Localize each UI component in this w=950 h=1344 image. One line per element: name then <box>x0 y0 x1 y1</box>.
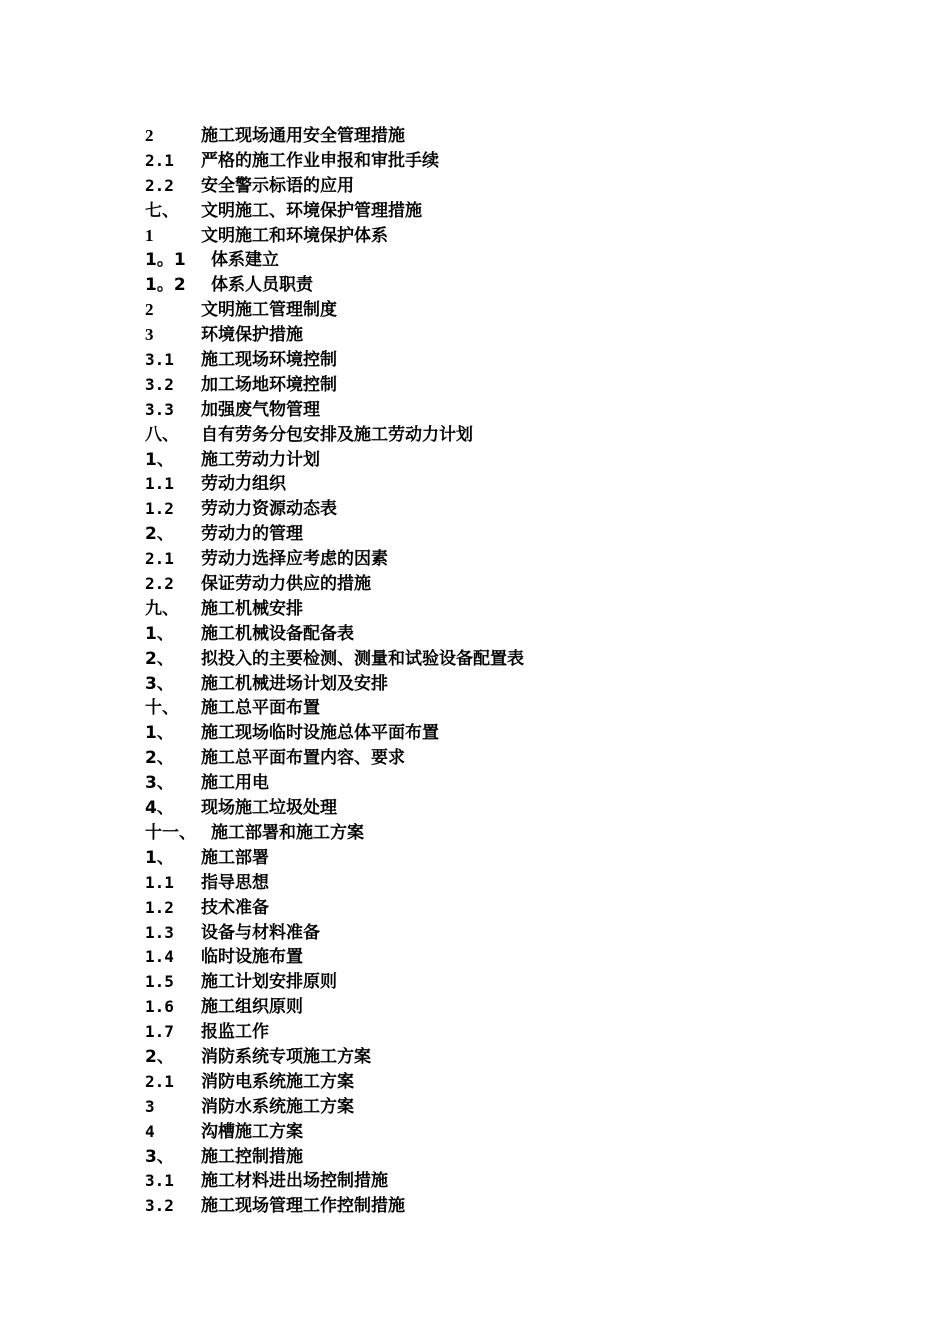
toc-entry <box>145 1194 845 1219</box>
toc-entry <box>145 721 845 746</box>
toc-entry <box>145 970 845 995</box>
toc-entry-title: 施工控制措施 <box>201 1146 303 1167</box>
toc-entry-title: 现场施工垃圾处理 <box>201 798 337 819</box>
toc-entry <box>145 348 845 373</box>
toc-entry-title: 劳动力组织 <box>201 474 286 495</box>
toc-entry <box>145 1070 845 1095</box>
toc-entry-number: 3 <box>145 325 154 345</box>
toc-entry-number: 2、 <box>145 748 174 769</box>
toc-entry-title: 沟槽施工方案 <box>201 1121 303 1142</box>
toc-entry-number: 1.5 <box>145 972 174 992</box>
toc-entry <box>145 149 845 174</box>
toc-entry-number: 1、 <box>145 449 174 470</box>
toc-entry-title: 环境保护措施 <box>201 325 303 346</box>
toc-entry-number: 1.1 <box>145 474 174 494</box>
toc-entry <box>145 622 845 647</box>
toc-entry-number: 1.3 <box>145 922 174 942</box>
toc-entry-number: 2、 <box>145 1046 174 1067</box>
toc-entry-number: 1、 <box>145 847 174 868</box>
toc-entry-title: 报监工作 <box>201 1022 269 1043</box>
toc-entry <box>145 572 845 597</box>
toc-entry-number: 八、 <box>145 424 179 445</box>
toc-entry-title: 严格的施工作业申报和审批手续 <box>201 150 439 171</box>
toc-entry <box>145 522 845 547</box>
toc-entry <box>145 945 845 970</box>
toc-entry-title: 安全警示标语的应用 <box>201 175 354 196</box>
toc-entry <box>145 696 845 721</box>
toc-entry-number: 1 <box>145 225 154 245</box>
toc-entry-number: 1、 <box>145 623 174 644</box>
toc-entry-number: 3、 <box>145 1146 174 1167</box>
toc-entry <box>145 273 845 298</box>
toc-entry-title: 自有劳务分包安排及施工劳动力计划 <box>201 424 473 445</box>
toc-entry <box>145 1169 845 1194</box>
toc-entry <box>145 298 845 323</box>
toc-entry-number: 4、 <box>145 798 174 819</box>
toc-entry-number: 3.1 <box>145 1171 174 1191</box>
toc-entry-number: 2.1 <box>145 150 174 170</box>
toc-entry-title: 劳动力选择应考虑的因素 <box>201 549 388 570</box>
toc-entry <box>145 1095 845 1120</box>
toc-entry-title: 施工用电 <box>201 773 269 794</box>
toc-entry <box>145 174 845 199</box>
toc-entry-title: 消防系统专项施工方案 <box>201 1046 371 1067</box>
toc-entry-number: 1。2 <box>145 275 186 296</box>
toc-entry-number: 1.2 <box>145 499 174 519</box>
toc-entry-number: 3 <box>145 1096 155 1116</box>
toc-entry-title: 消防电系统施工方案 <box>201 1071 354 1092</box>
toc-entry-number: 2、 <box>145 648 174 669</box>
toc-entry-number: 3.1 <box>145 350 174 370</box>
toc-entry-title: 加强废气物管理 <box>201 399 320 420</box>
toc-entry-title: 技术准备 <box>201 897 269 918</box>
toc-entry <box>145 821 845 846</box>
toc-entry-number: 3.2 <box>145 1196 174 1216</box>
toc-entry-number: 3、 <box>145 673 174 694</box>
toc-entry <box>145 547 845 572</box>
toc-entry <box>145 1045 845 1070</box>
toc-entry-number: 1。1 <box>145 250 186 271</box>
toc-entry <box>145 672 845 697</box>
toc-entry <box>145 124 845 149</box>
toc-entry <box>145 224 845 249</box>
toc-entry <box>145 921 845 946</box>
toc-entry-number: 十一、 <box>145 822 196 843</box>
toc-entry-number: 九、 <box>145 598 179 619</box>
toc-entry-title: 施工机械设备配备表 <box>201 623 354 644</box>
toc-entry-number: 2 <box>145 126 154 145</box>
toc-entry <box>145 423 845 448</box>
toc-entry-title: 设备与材料准备 <box>201 922 320 943</box>
toc-entry <box>145 796 845 821</box>
toc-entry-title: 消防水系统施工方案 <box>201 1096 354 1117</box>
toc-entry-title: 文明施工管理制度 <box>201 300 337 321</box>
toc-entry-title: 施工现场管理工作控制措施 <box>201 1196 405 1217</box>
toc-entry <box>145 896 845 921</box>
toc-entry-number: 2.1 <box>145 549 174 569</box>
toc-entry-title: 施工部署和施工方案 <box>211 822 364 843</box>
toc-entry-title: 施工现场环境控制 <box>201 350 337 371</box>
toc-entry-title: 体系建立 <box>211 250 279 271</box>
toc-entry-title: 施工现场通用安全管理措施 <box>201 126 405 146</box>
toc-entry-title: 施工计划安排原则 <box>201 972 337 993</box>
toc-entry-number: 2 <box>145 300 154 320</box>
toc-entry-number: 4 <box>145 1121 155 1141</box>
toc-entry <box>145 472 845 497</box>
toc-entry-title: 施工总平面布置内容、要求 <box>201 748 405 769</box>
toc-entry <box>145 1145 845 1170</box>
toc-entry-number: 2.1 <box>145 1071 174 1091</box>
toc-entry <box>145 647 845 672</box>
toc-entry <box>145 248 845 273</box>
toc-entry <box>145 497 845 522</box>
toc-entry <box>145 846 845 871</box>
toc-entry-number: 1.7 <box>145 1022 174 1042</box>
toc-entry <box>145 995 845 1020</box>
toc-entry <box>145 373 845 398</box>
toc-entry <box>145 199 845 224</box>
toc-entry <box>145 1020 845 1045</box>
toc-entry-title: 体系人员职责 <box>211 275 313 296</box>
toc-entry-title: 保证劳动力供应的措施 <box>201 574 371 595</box>
toc-entry <box>145 871 845 896</box>
toc-entry-title: 加工场地环境控制 <box>201 374 337 395</box>
toc-entry-title: 文明施工和环境保护体系 <box>201 225 388 246</box>
toc-entry-number: 2.2 <box>145 175 174 195</box>
toc-entry <box>145 1120 845 1145</box>
toc-entry <box>145 746 845 771</box>
table-of-contents <box>145 124 845 1219</box>
toc-entry-number: 3.2 <box>145 374 174 394</box>
toc-entry-number: 十、 <box>145 698 179 719</box>
toc-entry-title: 施工材料进出场控制措施 <box>201 1171 388 1192</box>
toc-entry-title: 拟投入的主要检测、测量和试验设备配置表 <box>201 648 524 669</box>
toc-entry-title: 施工机械进场计划及安排 <box>201 673 388 694</box>
toc-entry-title: 临时设施布置 <box>201 947 303 968</box>
toc-entry-number: 1.2 <box>145 897 174 917</box>
toc-entry <box>145 323 845 348</box>
toc-entry-title: 施工现场临时设施总体平面布置 <box>201 723 439 744</box>
toc-entry-number: 2.2 <box>145 574 174 594</box>
toc-entry <box>145 448 845 473</box>
toc-entry-number: 3、 <box>145 773 174 794</box>
toc-entry-number: 1.4 <box>145 947 174 967</box>
toc-entry-title: 施工组织原则 <box>201 997 303 1018</box>
toc-entry-number: 1.6 <box>145 997 174 1017</box>
toc-entry <box>145 597 845 622</box>
toc-entry <box>145 398 845 423</box>
toc-entry-number: 七、 <box>145 200 179 221</box>
toc-entry-title: 施工总平面布置 <box>201 698 320 719</box>
toc-entry-title: 劳动力资源动态表 <box>201 499 337 520</box>
toc-entry-title: 文明施工、环境保护管理措施 <box>201 200 422 221</box>
toc-entry-title: 施工机械安排 <box>201 598 303 619</box>
toc-entry-number: 1.1 <box>145 872 174 892</box>
toc-entry <box>145 771 845 796</box>
toc-entry-number: 1、 <box>145 723 174 744</box>
toc-entry-number: 2、 <box>145 524 174 545</box>
toc-entry-title: 施工劳动力计划 <box>201 449 320 470</box>
toc-entry-title: 劳动力的管理 <box>201 524 303 545</box>
toc-entry-title: 指导思想 <box>201 872 269 893</box>
toc-entry-number: 3.3 <box>145 399 174 419</box>
toc-entry-title: 施工部署 <box>201 847 269 868</box>
